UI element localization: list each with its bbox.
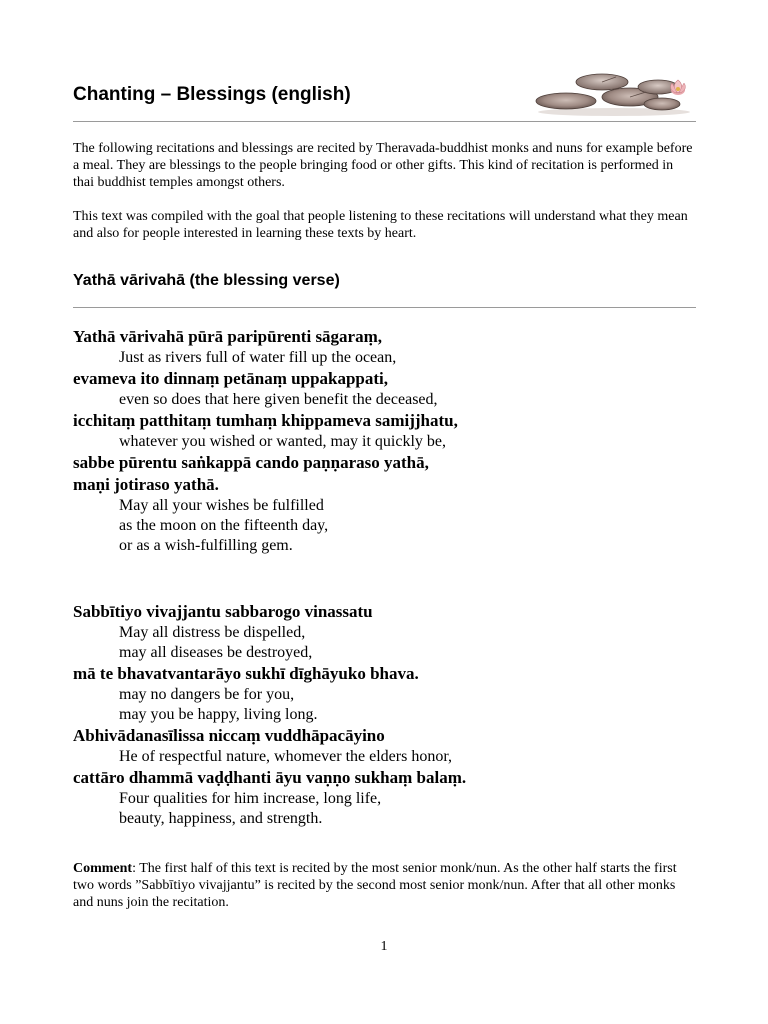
translation-line: may you be happy, living long. [119, 706, 318, 723]
comment-paragraph [73, 860, 696, 911]
section-divider [73, 307, 696, 308]
verse-block-1 [73, 326, 703, 556]
page-number: 1 [380, 939, 388, 954]
verse-block-2 [73, 601, 703, 829]
pali-line: icchitaṃ patthitaṃ tumhaṃ khippameva samijjhatu, [73, 411, 458, 430]
translation-line: as the moon on the fifteenth day, [119, 517, 329, 534]
comment-label: Comment [73, 861, 133, 876]
translation-line: May all distress be dispelled, [119, 624, 306, 641]
translation-line: Just as rivers full of water fill up the ocean, [119, 349, 397, 366]
translation-line: He of respectful nature, whomever the elders honor, [119, 748, 453, 765]
translation-line: May all your wishes be fulfilled [119, 497, 324, 514]
translation-line: whatever you wished or wanted, may it quickly be, [119, 433, 447, 450]
translation-line: may no dangers be for you, [119, 686, 295, 703]
lotus-lilypad-image [532, 68, 696, 116]
pali-line: Yathā vārivahā pūrā paripūrenti sāgaraṃ, [73, 327, 383, 346]
intro-paragraph-2: This text was compiled with the goal that people listening to these recitations will understand what they mean and also for people interested in learning these texts by heart. [73, 209, 688, 241]
header-divider [73, 121, 696, 122]
comment-text: : The first half of this text is recited by the most senior monk/nun. As the other half starts the first two words ”Sabbītiyo vivajjantu” is recited by the second most senior monk/nun. After that all other monks and nuns join the recitation. [73, 861, 677, 910]
page-title: Chanting – Blessings (english) [73, 84, 351, 105]
pali-line: maṇi jotiraso yathā. [73, 475, 219, 494]
translation-line: beauty, happiness, and strength. [119, 810, 323, 827]
intro-paragraph-1: The following recitations and blessings are recited by Theravada-buddhist monks and nuns for example before a meal. They are blessings to the people bringing food or other gifts. This kind of recitation is performed in thai buddhist temples amongst others. [73, 141, 693, 190]
translation-line: even so does that here given benefit the deceased, [119, 391, 438, 408]
pali-line: evameva ito dinnaṃ petānaṃ uppakappati, [73, 369, 389, 388]
pali-line: mā te bhavatvantarāyo sukhī dīghāyuko bhava. [73, 664, 419, 683]
pali-line: sabbe pūrentu saṅkappā cando paṇṇaraso yathā, [73, 453, 429, 472]
pali-line: Sabbītiyo vivajjantu sabbarogo vinassatu [73, 602, 373, 621]
translation-line: may all diseases be destroyed, [119, 644, 313, 661]
section-heading: Yathā vārivahā (the blessing verse) [73, 272, 340, 289]
translation-line: Four qualities for him increase, long life, [119, 790, 382, 807]
pali-line: cattāro dhammā vaḍḍhanti āyu vaṇṇo sukhaṃ balaṃ. [73, 768, 467, 787]
pali-line: Abhivādanasīlissa niccaṃ vuddhāpacāyino [73, 726, 385, 745]
translation-line: or as a wish-fulfilling gem. [119, 537, 293, 554]
